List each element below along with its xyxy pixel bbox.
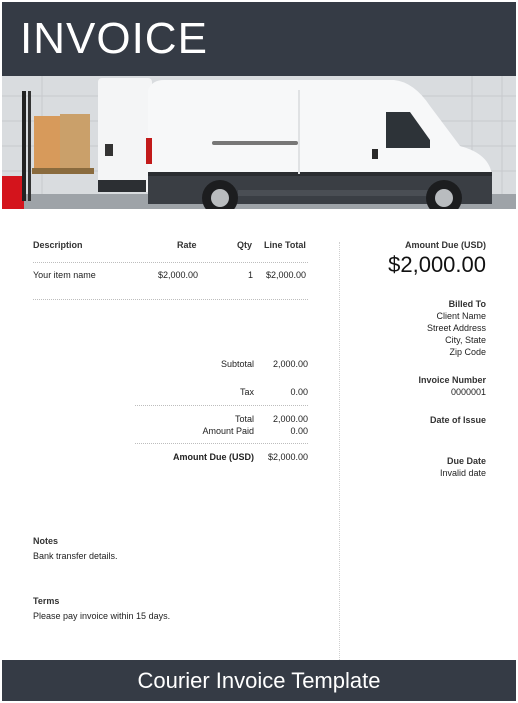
summary-amount-due-value: $2,000.00 (388, 252, 486, 277)
invoice-footer (2, 660, 516, 701)
date-of-issue-label: Date of Issue (429, 415, 486, 425)
total-label: Total (234, 414, 254, 424)
total-value: 2,000.00 (272, 414, 308, 424)
terms-text: Please pay invoice within 15 days. (33, 611, 171, 621)
hero-image-delivery-van (2, 76, 516, 209)
invoice-page (2, 2, 516, 701)
amount-due-label: Amount Due (USD) (173, 452, 254, 462)
item-description: Your item name (33, 270, 96, 280)
billed-to-block (362, 298, 486, 358)
amount-paid-value: 0.00 (290, 426, 308, 436)
invoice-number-block (362, 374, 486, 398)
item-qty: 1 (248, 270, 254, 280)
invoice-title: INVOICE (20, 14, 208, 63)
due-date-value: Invalid date (439, 468, 486, 478)
paid-divider (135, 443, 308, 444)
notes-label: Notes (33, 536, 59, 546)
invoice-number-label: Invoice Number (418, 375, 486, 385)
zip-code: Zip Code (449, 347, 486, 357)
subtotal-label: Subtotal (220, 359, 254, 369)
column-header-qty: Qty (237, 240, 253, 250)
column-divider (339, 242, 340, 662)
item-rate: $2,000.00 (158, 270, 199, 280)
due-date-label: Due Date (446, 456, 486, 466)
column-header-rate: Rate (177, 240, 197, 250)
row-divider (33, 299, 308, 300)
tax-value: 0.00 (290, 387, 308, 397)
terms-label: Terms (33, 596, 60, 606)
column-header-description: Description (33, 240, 83, 250)
street-address: Street Address (426, 323, 486, 333)
amount-paid-label: Amount Paid (202, 426, 254, 436)
invoice-number-value: 0000001 (450, 387, 486, 397)
footer-title: Courier Invoice Template (137, 668, 381, 693)
invoice-summary (362, 240, 486, 479)
notes-text: Bank transfer details. (33, 551, 118, 561)
column-header-line-total: Line Total (264, 240, 306, 250)
subtotal-value: 2,000.00 (272, 359, 308, 369)
date-of-issue-block (362, 414, 486, 426)
item-line-total: $2,000.00 (266, 270, 307, 280)
summary-amount-due-label: Amount Due (USD) (405, 240, 486, 250)
header-divider (33, 262, 308, 263)
client-name: Client Name (436, 311, 486, 321)
due-date-block (362, 455, 486, 479)
invoice-header (2, 2, 516, 76)
amount-due-value: $2,000.00 (267, 452, 308, 462)
tax-divider (135, 405, 308, 406)
tax-label: Tax (239, 387, 254, 397)
billed-to-label: Billed To (448, 299, 486, 309)
city-state: City, State (445, 335, 486, 345)
